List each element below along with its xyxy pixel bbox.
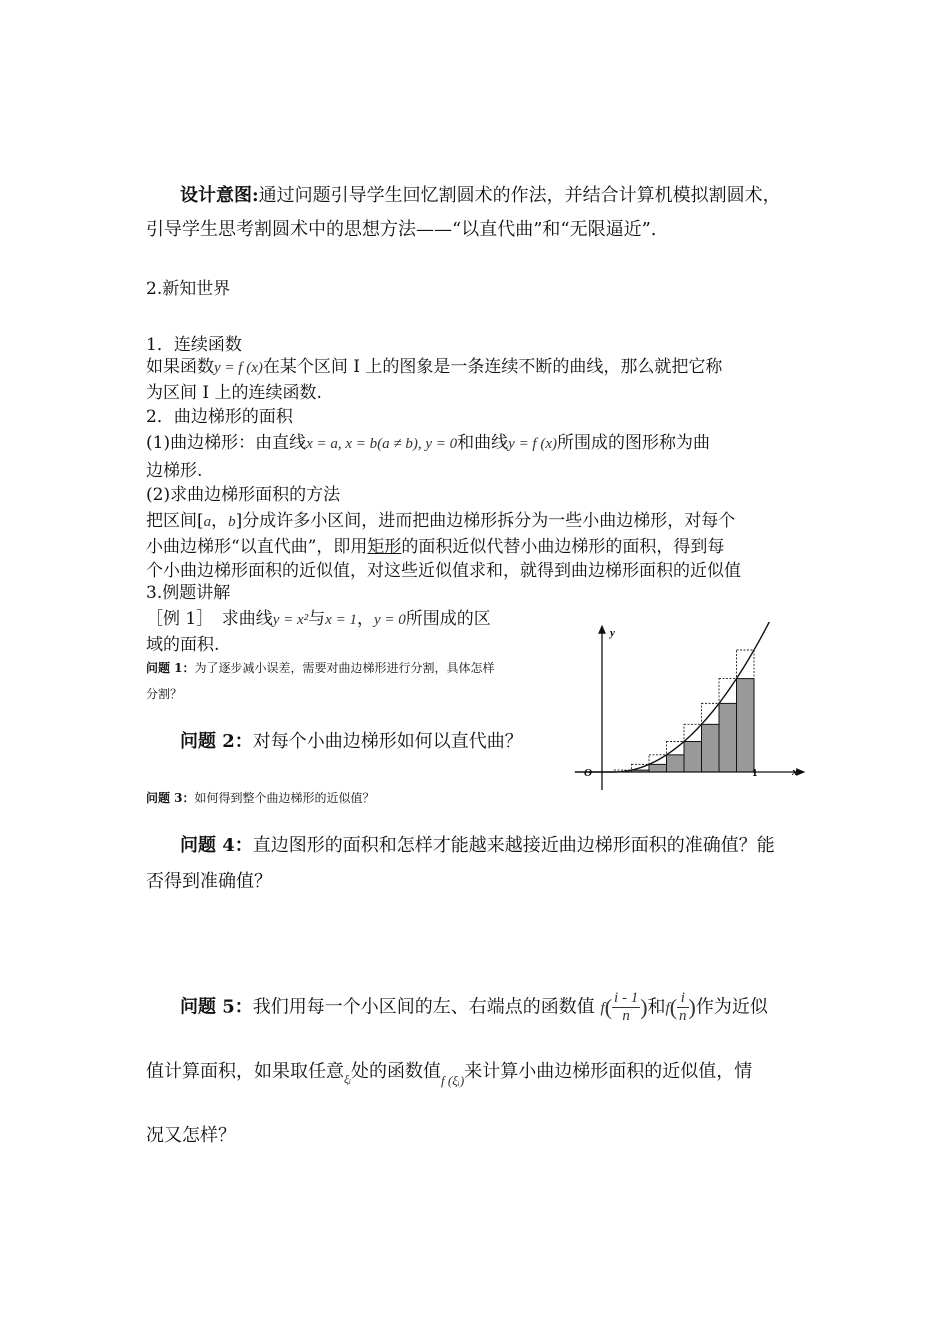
question-2 [180, 730, 523, 754]
lower-rectangle [719, 703, 737, 772]
method-c: ]分成许多小区间，进而把曲边梯形拆分为一些小曲边梯形，对每个 [235, 511, 736, 531]
example-mid-2: ， [356, 609, 374, 629]
fraction-1-numerator: i - 1 [614, 990, 639, 1006]
item2-def-line-2: 边梯形. [146, 461, 203, 481]
x-axis-label: x [792, 766, 798, 778]
def-post: 所围成的图形称为曲 [557, 433, 711, 453]
item1-title: 1．连续函数 [146, 335, 242, 355]
question-1-text: 为了逐步减小误差，需要对曲边梯形进行分割，具体怎样 [194, 661, 495, 675]
fraction-right-endpoint [677, 990, 689, 1025]
example-mid-1: 与 [308, 609, 326, 629]
example-line-1 [146, 608, 491, 631]
var-b: b [228, 514, 236, 530]
math-lines: x = a, x = b(a ≠ b), y = 0 [306, 436, 458, 452]
math-y-fx: y = f (x) [214, 360, 263, 376]
question-5-l2-mid: 处的函数值 [351, 1061, 442, 1082]
var-a: a [203, 514, 212, 530]
question-5-text-2: 作为近似 [695, 996, 768, 1018]
item2-def-line-1 [146, 432, 710, 455]
paren-open-2: ( [669, 994, 678, 1020]
item3-title: 3.例题讲解 [146, 583, 231, 603]
question-5-text-1: 我们用每一个小区间的左、右端点的函数值 [252, 996, 595, 1018]
math-curve: y = f (x) [508, 436, 558, 452]
underlined-rectangle: 矩形 [367, 537, 402, 557]
question-3 [146, 790, 375, 806]
def-mid: 和曲线 [457, 433, 509, 453]
question-5-line-3: 况又怎样？ [146, 1125, 236, 1146]
f-right: f [665, 1000, 670, 1017]
lower-rectangle [737, 679, 755, 772]
question-4-text: 直边图形的面积和怎样才能越来越接近曲边梯形面积的准确值？能 [252, 835, 775, 856]
question-3-label: 问题 3： [146, 791, 195, 805]
riemann-sum-figure [572, 622, 812, 790]
paren-close-2: ) [688, 994, 696, 1020]
lower-rectangle [684, 742, 702, 773]
math-x-1: x = 1 [325, 612, 357, 628]
fraction-2-denominator: n [679, 1008, 687, 1024]
method-a: 把区间[ [146, 511, 204, 531]
example-pre: ［例 1］ 求曲线 [146, 609, 273, 629]
question-4-label: 问题 4： [180, 835, 253, 856]
def-pre: (1)曲边梯形：由直线 [146, 433, 307, 453]
item1-post: 在某个区间 I 上的图象是一条连续不断的曲线，那么就把它称 [262, 357, 723, 377]
intent-text-1: 通过问题引导学生回忆割圆术的作法，并结合计算机模拟割圆术， [258, 185, 781, 206]
item2-method-title: (2)求曲边梯形面积的方法 [146, 485, 341, 505]
method-2-post: 的面积近似代替小曲边梯形的面积，得到每 [401, 537, 725, 557]
math-xi: ξᵢ [344, 1072, 352, 1086]
tick-label-one: 1 [752, 767, 758, 779]
fraction-2-numerator: i [677, 990, 689, 1008]
question-5-line-2 [146, 1060, 752, 1093]
question-2-label: 问题 2： [180, 731, 253, 752]
f-left: f [600, 1000, 605, 1017]
y-axis-label: y [610, 627, 615, 639]
question-5-l2-pre: 值计算面积，如果取任意 [146, 1061, 344, 1082]
question-3-text: 如何得到整个曲边梯形的近似值？ [194, 791, 375, 805]
math-y-0: y = 0 [373, 612, 406, 628]
question-5-and: 和 [647, 996, 666, 1018]
lower-rectangle [702, 724, 720, 772]
lower-rectangle [667, 755, 685, 772]
lower-rectangle [649, 764, 667, 772]
item2-method-line-2 [146, 536, 724, 558]
question-5-label: 问题 5： [180, 996, 253, 1018]
section-title: 2.新知世界 [146, 279, 231, 299]
item1-line-1 [146, 356, 722, 379]
item2-method-line-3: 个小曲边梯形面积的近似值，对这些近似值求和，就得到曲边梯形面积的近似值 [146, 561, 741, 581]
item1-pre: 如果函数 [146, 357, 214, 377]
question-1-label: 问题 1： [146, 661, 195, 675]
question-5-l2-post: 来计算小曲边梯形面积的近似值，情 [464, 1061, 753, 1082]
paren-close-1: ) [640, 994, 648, 1020]
paren-open-1: ( [604, 994, 613, 1020]
question-4-line-2: 否得到准确值？ [146, 871, 272, 892]
item1-line-2: 为区间 I 上的连续函数. [146, 383, 322, 403]
math-y-x2: y = x² [272, 612, 309, 628]
method-b: ， [211, 511, 229, 531]
question-1-line-2: 分割？ [146, 687, 183, 701]
question-5-line-1 [180, 990, 768, 1025]
fraction-left-endpoint [612, 990, 640, 1025]
question-4-line-1 [180, 834, 775, 858]
example-post: 所围成的区 [405, 609, 491, 629]
item2-title: 2．曲边梯形的面积 [146, 407, 293, 427]
question-2-text: 对每个小曲边梯形如何以直代曲？ [252, 731, 523, 752]
intent-line-1 [180, 184, 781, 208]
item2-method-line-1 [146, 510, 735, 533]
origin-label: O [584, 767, 592, 779]
intent-label: 设计意图: [180, 185, 259, 206]
lower-sum-rectangles [632, 679, 755, 772]
math-f-xi: f (ξᵢ) [441, 1073, 465, 1088]
question-1-line-1 [146, 660, 495, 676]
intent-line-2: 引导学生思考割圆术中的思想方法——“以直代曲”和“无限逼近”. [146, 219, 657, 240]
example-line-2: 域的面积. [146, 635, 220, 655]
fraction-1-denominator: n [622, 1008, 630, 1024]
method-2-pre: 小曲边梯形“以直代曲”，即用 [146, 537, 368, 557]
